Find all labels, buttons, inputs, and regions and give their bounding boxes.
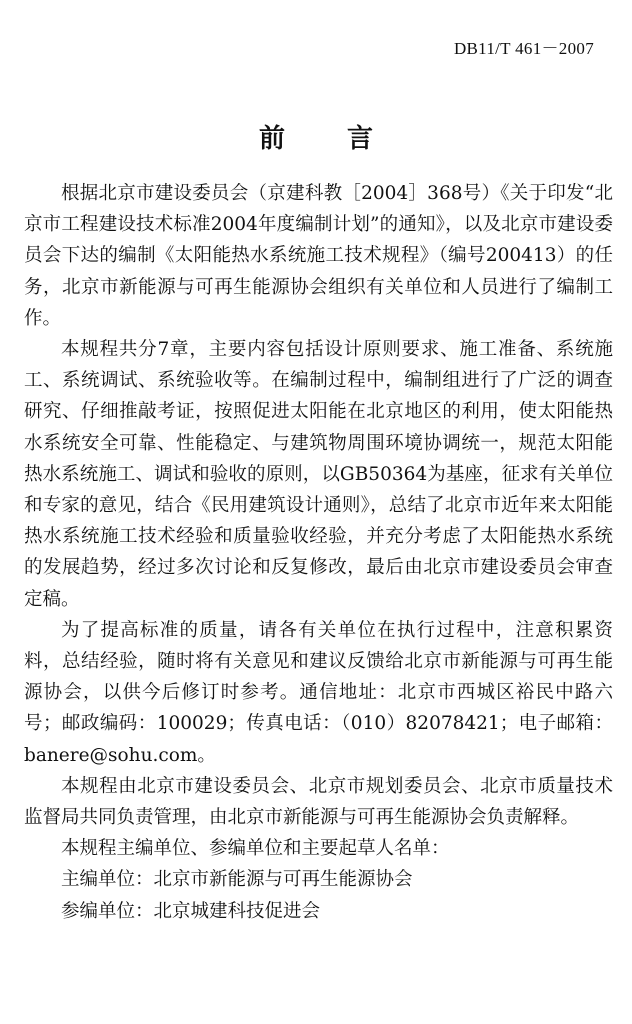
- paragraph-content-summary: 本规程共分7章，主要内容包括设计原则要求、施工准备、系统施工、系统调试、系统验收等。在编制过程中，编制组进行了广泛的调查研究、仔细推敲考证，按照促进太阳能在北京地区的利用，使太阳能热水系统安全可靠、性能稳定、与建筑物周围环境协调统一，规范太阳能热水系统施工、调试和验收的原则，以GB50364为基座，征求有关单位和专家的意见，结合《民用建筑设计通则》，总结了北京市近年来太阳能热水系统施工技术经验和质量验收经验，并充分考虑了太阳能热水系统的发展趋势，经过多次讨论和反复修改，最后由北京市建设委员会审查定稿。: [24, 339, 613, 610]
- paragraph-feedback-contact: 为了提高标准的质量，请各有关单位在执行过程中，注意积累资料，总结经验，随时将有关意见和建议反馈给北京市新能源与可再生能源协会，以供今后修订时参考。通信地址：北京市西城区裕民中路六号；邮政编码：100029；传真电话：（010）82078421；电子邮箱：banere@sohu.com。: [24, 619, 613, 766]
- section-title: 前言: [258, 124, 435, 154]
- paragraph-management: 本规程由北京市建设委员会、北京市规划委员会、北京市质量技术监督局共同负责管理，由北京市新能源与可再生能源协会负责解释。: [24, 775, 613, 829]
- chief-editing-unit: 主编单位：北京市新能源与可再生能源协会: [61, 869, 413, 891]
- paragraph-basis: 根据北京市建设委员会（京建科教［2004］368号）《关于印发“北京市工程建设技术标准2004年度编制计划”的通知》，以及北京市建设委员会下达的编制《太阳能热水系统施工技术规程》（编号200413）的任务，北京市新能源与可再生能源协会组织有关单位和人员进行了编制工作。: [24, 183, 613, 329]
- participating-unit: 参编单位：北京城建科技促进会: [61, 900, 321, 922]
- body-text: [24, 178, 613, 927]
- drafting-units-list: [24, 833, 613, 927]
- standard-code: DB11/T 461－2007: [453, 39, 594, 58]
- list-intro: 本规程主编单位、参编单位和主要起草人名单：: [61, 838, 450, 860]
